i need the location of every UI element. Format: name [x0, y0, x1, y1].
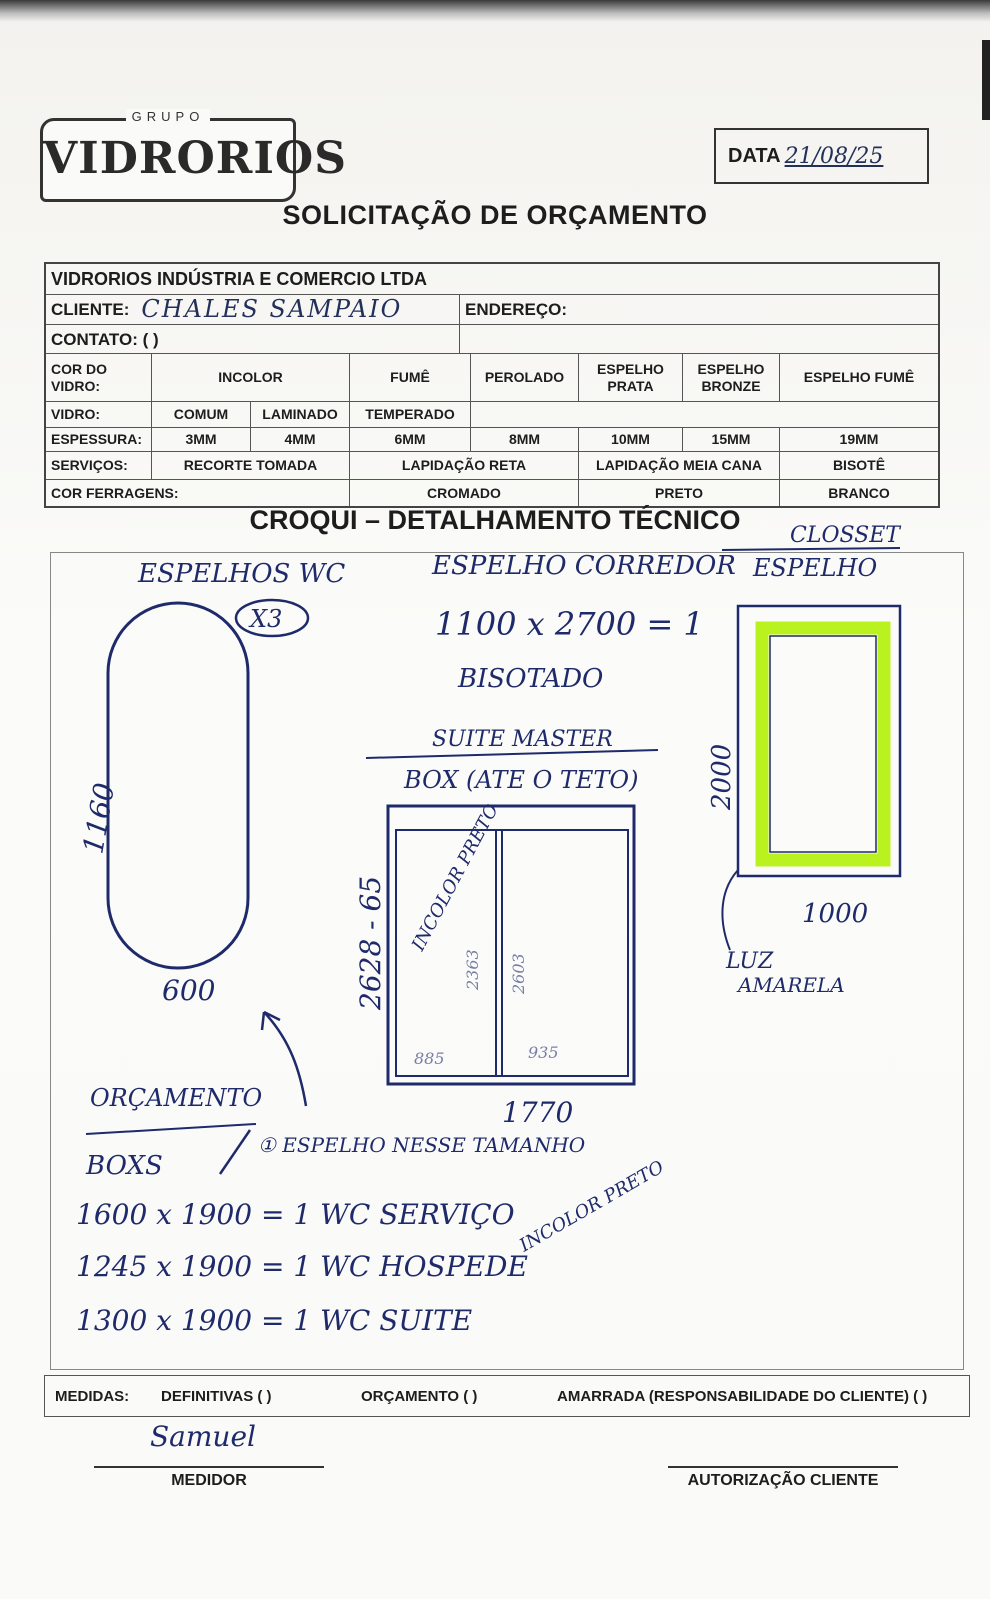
color-option: ESPELHO BRONZE [683, 354, 780, 401]
definitive-option: DEFINITIVAS ( ) [161, 1388, 272, 1405]
quote-line: 1600 x 1900 = 1 WC SERVIÇO [76, 1198, 515, 1231]
logo-group-text: GRUPO [126, 109, 211, 124]
top-shadow [0, 0, 990, 22]
address-label: ENDEREÇO: [465, 300, 568, 319]
thickness-option: 8MM [471, 428, 579, 451]
color-option: INCOLOR [152, 354, 350, 401]
date-box [714, 128, 929, 184]
contact-label: CONTATO: ( ) [46, 325, 460, 353]
company-row [46, 264, 938, 295]
service-option: LAPIDAÇÃO MEIA CANA [579, 452, 780, 479]
sketch3-title: ESPELHO [753, 554, 878, 582]
thickness-option: 6MM [350, 428, 471, 451]
client-row [46, 295, 938, 325]
date-label: DATA [728, 144, 781, 167]
measures-label: MEDIDAS: [55, 1388, 130, 1405]
quote-note: INCOLOR PRETO [516, 1156, 668, 1257]
services-row [46, 452, 938, 480]
sketch4-note: INCOLOR PRETO [407, 800, 503, 955]
services-label: SERVIÇOS: [46, 452, 152, 479]
arrow-shape [264, 1012, 306, 1106]
oval-mirror-shape [108, 603, 248, 968]
sketch4-sub: BOX (ATE O TETO) [404, 766, 639, 794]
thickness-option: 4MM [251, 428, 350, 451]
sketch1-title: ESPELHOS WC [138, 559, 346, 589]
sketch4-inner: 935 [528, 1043, 559, 1062]
thickness-option: 10MM [579, 428, 683, 451]
sketch1-height: 1160 [76, 780, 122, 857]
quote-boxes: BOXS [86, 1151, 163, 1181]
authorization-line [668, 1466, 898, 1468]
sketch2-dims: 1100 x 2700 = 1 [435, 605, 704, 643]
glass-option: TEMPERADO [350, 402, 471, 427]
color-label: COR DO VIDRO: [46, 354, 152, 401]
sketch2-note: BISOTADO [458, 664, 604, 694]
quote-line: 1245 x 1900 = 1 WC HOSPEDE [76, 1250, 528, 1283]
edge-shadow [982, 40, 990, 120]
glass-label: VIDRO: [46, 402, 152, 427]
thickness-option: 15MM [683, 428, 780, 451]
quote-mirror: ① ESPELHO NESSE TAMANHO [258, 1133, 586, 1157]
technical-sketch [50, 510, 964, 1380]
hardware-option: CROMADO [350, 480, 579, 506]
sketch4-width: 1770 [502, 1096, 574, 1129]
sketch4-height: 2628 - 65 [354, 875, 387, 1010]
tied-option: AMARRADA (RESPONSABILIDADE DO CLIENTE) ( ) [557, 1388, 928, 1405]
sketch3-top: CLOSSET [790, 523, 900, 548]
sketch3-width: 1000 [802, 899, 869, 929]
sketch4-inner: 885 [414, 1049, 445, 1068]
thickness-label: ESPESSURA: [46, 428, 152, 451]
color-option: FUMÊ [350, 354, 471, 401]
measures-row [44, 1375, 970, 1417]
glass-option: COMUM [152, 402, 251, 427]
measurer-line [94, 1466, 324, 1468]
quote-option: ORÇAMENTO ( ) [361, 1388, 478, 1405]
color-option: ESPELHO FUMÊ [803, 369, 915, 385]
company-name: VIDRORIOS INDÚSTRIA E COMERCIO LTDA [51, 268, 428, 289]
hardware-option: PRETO [579, 480, 780, 506]
client-label: CLIENTE: [51, 300, 130, 319]
sketch3-note1: LUZ [726, 949, 774, 974]
service-option: LAPIDAÇÃO RETA [350, 452, 579, 479]
glass-row [46, 402, 938, 428]
sketch4-inner: 2603 [509, 953, 528, 994]
page-title: SOLICITAÇÃO DE ORÇAMENTO [282, 200, 708, 230]
client-value: CHALES SAMPAIO [141, 295, 403, 323]
color-row [46, 354, 938, 402]
logo-name-text: VIDRORIOS [43, 133, 348, 184]
sketch4-title: SUITE MASTER [432, 727, 613, 752]
color-option: ESPELHO PRATA [579, 354, 683, 401]
authorization-label: AUTORIZAÇÃO CLIENTE [687, 1472, 879, 1489]
sketch1-width: 600 [162, 974, 216, 1007]
glass-option: LAMINADO [251, 402, 350, 427]
yellow-light-shape [762, 628, 884, 860]
quote-title: ORÇAMENTO [90, 1084, 263, 1112]
measurer-label: MEDIDOR [171, 1472, 247, 1489]
sketch3-note2: AMARELA [738, 973, 845, 997]
measurer-signature: Samuel [150, 1420, 256, 1453]
contact-row [46, 325, 938, 354]
hardware-label: COR FERRAGENS: [46, 480, 350, 506]
color-option: PEROLADO [471, 354, 579, 401]
hardware-row [46, 480, 938, 506]
thickness-option: 3MM [152, 428, 251, 451]
company-logo [40, 109, 348, 202]
service-option: BISOTÊ [832, 457, 886, 473]
date-value: 21/08/25 [784, 143, 884, 169]
sketch3-height: 2000 [707, 743, 737, 810]
sketch2-title: ESPELHO CORREDOR [432, 551, 736, 581]
service-option: RECORTE TOMADA [152, 452, 350, 479]
quote-line: 1300 x 1900 = 1 WC SUITE [76, 1304, 473, 1337]
hardware-option: BRANCO [828, 484, 890, 501]
croqui-title: CROQUI – DETALHAMENTO TÉCNICO [249, 505, 741, 535]
thickness-option: 19MM [839, 431, 879, 447]
request-form [44, 262, 940, 508]
thickness-row [46, 428, 938, 452]
sketch4-inner: 2363 [463, 949, 482, 990]
sketch1-qty: X3 [250, 605, 283, 633]
